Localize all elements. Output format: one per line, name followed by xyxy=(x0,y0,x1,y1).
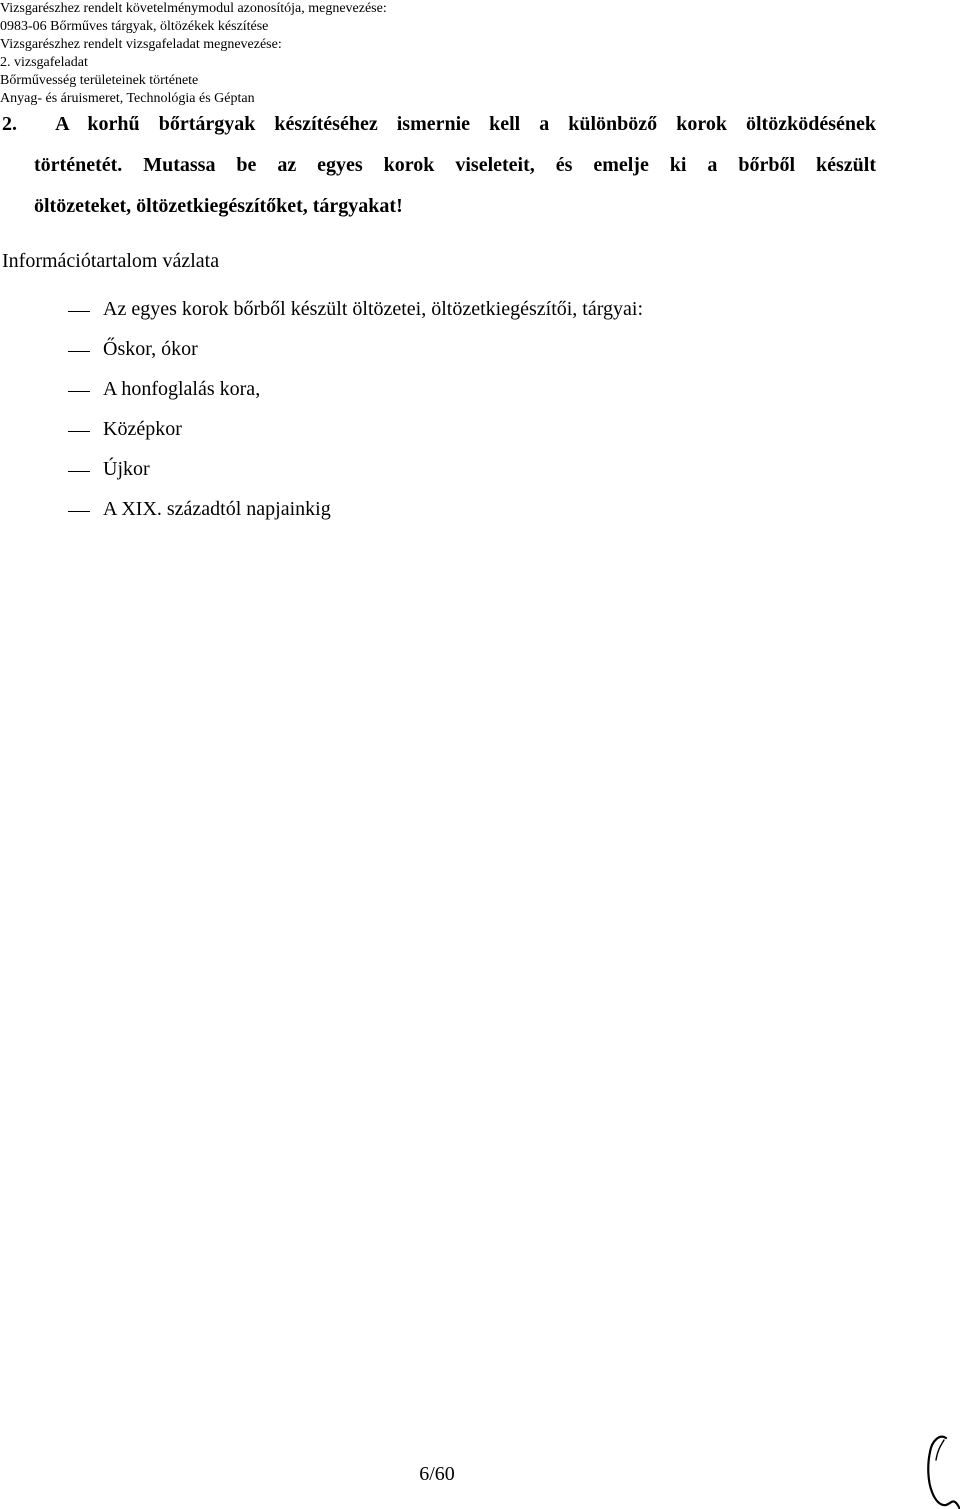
dash-bullet-icon xyxy=(68,391,90,392)
list-item-text: Őskor, ókor xyxy=(103,338,198,360)
list-item xyxy=(0,416,900,456)
task-line: történetét. Mutassa be az egyes korok viseleteit, és emelje ki a bőrből készült xyxy=(34,154,876,176)
list-item xyxy=(0,456,900,496)
list-item xyxy=(0,376,900,416)
header-line: 2. vizsgafeladat xyxy=(0,55,88,70)
section-title: Információtartalom vázlata xyxy=(2,250,220,272)
dash-bullet-icon xyxy=(68,471,90,472)
list-item-text: A honfoglalás kora, xyxy=(103,378,261,400)
list-item xyxy=(0,496,900,536)
dash-bullet-icon xyxy=(68,431,90,432)
header-line: Bőrművesség területeinek története xyxy=(0,73,199,88)
dash-bullet-icon xyxy=(68,511,90,512)
header-line: Vizsgarészhez rendelt követelménymodul azonosítója, megnevezése: xyxy=(0,1,387,16)
list-item xyxy=(0,296,900,336)
list-item-text: A XIX. századtól napjainkig xyxy=(103,498,331,520)
document-header xyxy=(0,0,600,108)
outline-list xyxy=(0,296,900,536)
page-number: 6/60 xyxy=(419,1463,455,1485)
list-item-text: Középkor xyxy=(103,418,182,440)
signature-mark xyxy=(922,1430,960,1509)
list-item-text: Az egyes korok bőrből készült öltözetei, öltözetkiegészítői, tárgyai: xyxy=(103,298,644,320)
list-item-text: Újkor xyxy=(103,458,150,480)
list-item xyxy=(0,336,900,376)
header-line: Vizsgarészhez rendelt vizsgafeladat megnevezése: xyxy=(0,37,282,52)
dash-bullet-icon xyxy=(68,311,90,312)
header-line: 0983-06 Bőrműves tárgyak, öltözékek készítése xyxy=(0,19,269,34)
task-line: öltözeteket, öltözetkiegészítőket, tárgyakat! xyxy=(34,195,403,217)
dash-bullet-icon xyxy=(68,351,90,352)
task-statement xyxy=(2,104,876,227)
header-line: Anyag- és áruismeret, Technológia és Géptan xyxy=(0,91,255,106)
task-number: 2. xyxy=(2,113,17,135)
task-line-first xyxy=(2,104,876,145)
task-text: A korhű bőrtárgyak készítéséhez ismernie kell a különböző korok öltözködésének xyxy=(55,113,876,135)
